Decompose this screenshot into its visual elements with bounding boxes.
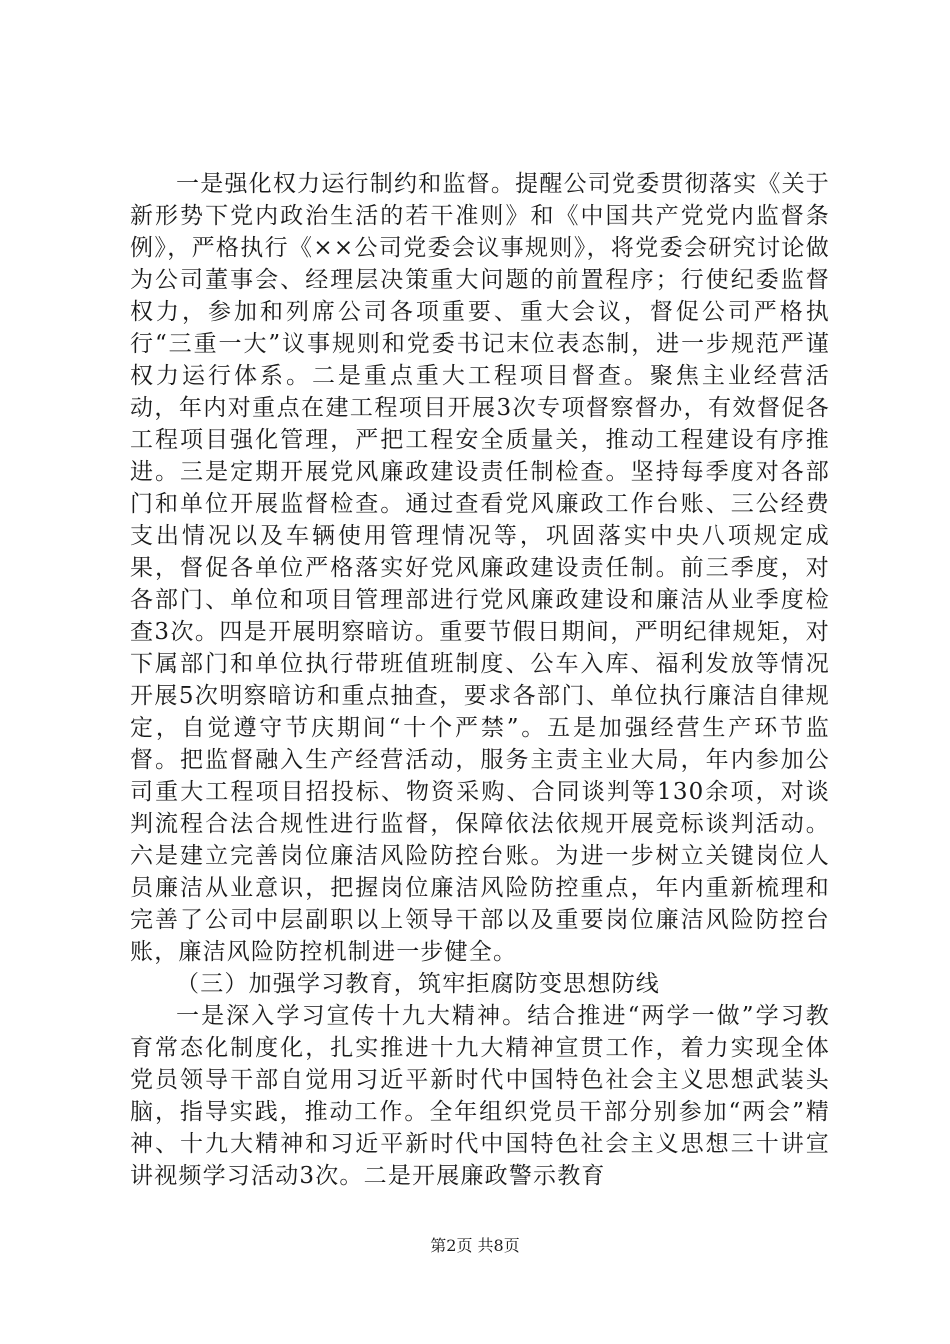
page-number-footer: 第2页 共8页	[430, 1236, 520, 1255]
section-heading-three: （三）加强学习教育，筑牢拒腐防变思想防线	[176, 971, 660, 997]
paragraph-study-education: 一是深入学习宣传十九大精神。结合推进“两学一做”学习教育常态化制度化，扎实推进十九大精神宣贯工作，着力实现全体党员领导干部自觉用习近平新时代中国特色社会主义思想武装头脑，指导实践，推动工作。全年组织党员干部分别参加“两会”精神、十九大精神和习近平新时代中国特色社会主义思想三十讲宣讲视频学习活动3次。二是开展廉政警示教育	[130, 1003, 830, 1189]
document-body	[130, 168, 830, 1192]
paragraph-supervision: 一是强化权力运行制约和监督。提醒公司党委贯彻落实《关于新形势下党内政治生活的若干准则》和《中国共产党党内监督条例》，严格执行《××公司党委会议事规则》，将党委会研究讨论做为公司董事会、经理层决策重大问题的前置程序；行使纪委监督权力，参加和列席公司各项重要、重大会议，督促公司严格执行“三重一大”议事规则和党委书记末位表态制，进一步规范严谨权力运行体系。二是重点重大工程项目督查。聚焦主业经营活动，年内对重点在建工程项目开展3次专项督察督办，有效督促各工程项目强化管理，严把工程安全质量关，推动工程建设有序推进。三是定期开展党风廉政建设责任制检查。坚持每季度对各部门和单位开展监督检查。通过查看党风廉政工作台账、三公经费支出情况以及车辆使用管理情况等，巩固落实中央八项规定成果，督促各单位严格落实好党风廉政建设责任制。前三季度，对各部门、单位和项目管理部进行党风廉政建设和廉洁从业季度检查3次。四是开展明察暗访。重要节假日期间，严明纪律规矩，对下属部门和单位执行带班值班制度、公车入库、福利发放等情况开展5次明察暗访和重点抽查，要求各部门、单位执行廉洁自律规定，自觉遵守节庆期间“十个严禁”。五是加强经营生产环节监督。把监督融入生产经营活动，服务主责主业大局，年内参加公司重大工程项目招投标、物资采购、合同谈判等130余项，对谈判流程合法合规性进行监督，保障依法依规开展竞标谈判活动。六是建立完善岗位廉洁风险防控台账。为进一步树立关键岗位人员廉洁从业意识，把握岗位廉洁风险防控重点，年内重新梳理和完善了公司中层副职以上领导干部以及重要岗位廉洁风险防控台账，廉洁风险防控机制进一步健全。	[130, 171, 830, 965]
